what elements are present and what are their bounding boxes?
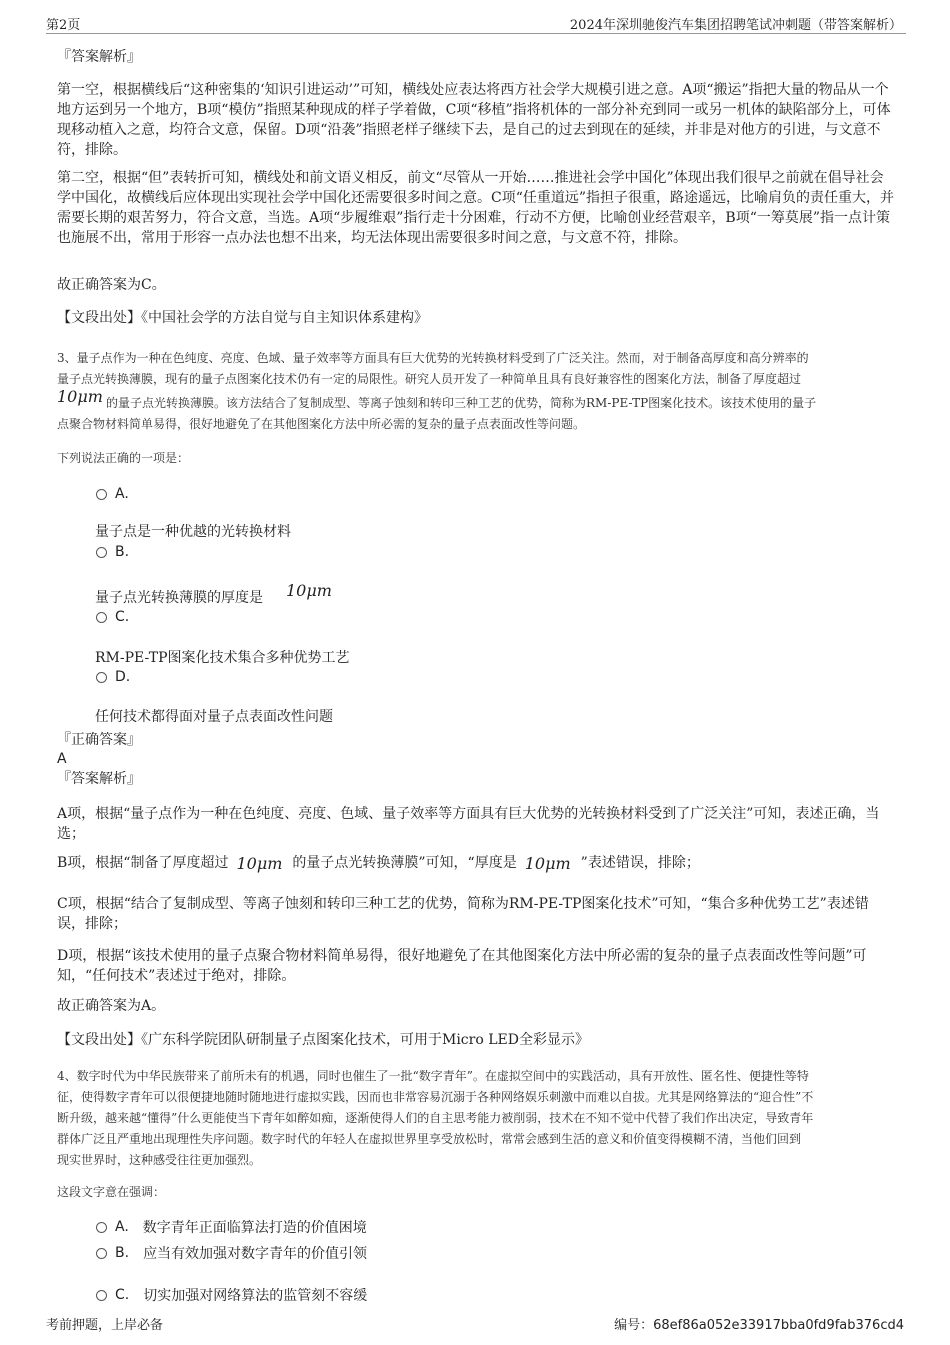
radio-icon[interactable] [96,1248,107,1259]
q3-option-d-text: 任何技术都得面对量子点表面改性问题 [95,709,333,725]
footer-code-label: 编号： [614,1318,654,1333]
q4-option-a[interactable] [96,1217,367,1237]
footer-code [614,1314,904,1333]
q3-option-b[interactable] [96,544,129,560]
option-text: 应当有效加强对数字青年的价值引领 [143,1246,368,1262]
option-letter: B. [115,544,130,560]
q3-answer-label: 『正确答案』 [57,732,141,748]
q3-conclusion: 故正确答案为A。 [57,998,166,1014]
option-text: 数字青年正面临算法打造的价值困境 [142,1220,367,1236]
q3-option-c-text: RM-PE-TP图案化技术集合多种优势工艺 [95,650,350,666]
q3-stem-line2: 量子点光转换薄膜，现有的量子点图案化技术仍有一定的局限性。研究人员开发了一种简单且具有良好兼容性的图案化方法，制备了厚度超过 [57,372,802,386]
q2-analysis-para2: 第二空，根据“但”表转折可知，横线处和前文语义相反，前文“尽管从一开始……推进社会学中国化”体现出我们很早之前就在倡导社会学中国化，故横线后应体现出实现社会学中国化还需要很多时间之意。C项“任重道远”指担子很重，路途遥远，比喻肩负的责任重大，并需要长期的艰苦努力，符合文意，当选。A项“步履维艰”指行走十分困难，行动不方便，比喻创业经营艰辛，B项“一筹莫展”指一点计策也施展不出，常用于形容一点办法也想不出来，均无法体现出需要很多时间之意，与文意不符，排除。 [57,170,895,246]
q3-option-d[interactable] [96,669,130,685]
radio-icon[interactable] [96,612,107,623]
q3-math-10um: 10μm [57,387,103,406]
q3-option-a-text: 量子点是一种优越的光转换材料 [95,524,291,540]
q4-stem-line1: 4、数字时代为中华民族带来了前所未有的机遇，同时也催生了一批“数字青年”。在虚拟空间中的实践活动，具有开放性、匿名性、便捷性等特 [57,1069,809,1083]
q2-analysis-para1: 第一空，根据横线后“这种密集的‘知识引进运动’”可知，横线处应表达将西方社会学大规模引进之意。A项“搬运”指把大量的物品从一个地方运到另一个地方，B项“模仿”指照某种现成的样子学着做，C项“移植”指将机体的一部分补充到同一或另一机体的缺陷部分上，可体现移动植入之意，均符合文意，保留。D项“沿袭”指照老样子继续下去，是自己的过去到现在的延续，并非是对他方的引进，与文意不符，排除。 [57,82,891,158]
q3-question: 下列说法正确的一项是： [57,451,190,465]
radio-icon[interactable] [96,672,107,683]
radio-icon[interactable] [96,1222,107,1233]
q4-stem-line2: 征，使得数字青年可以很便捷地随时随地进行虚拟实践，因而也非常容易沉溺于各种网络娱乐刺激中而难以自拔。尤其是网络算法的“迎合性”不 [57,1090,814,1104]
q3-option-b-text: 量子点光转换薄膜的厚度是 [95,590,263,606]
option-letter: C. [115,1287,130,1303]
q3-analysis-label: 『答案解析』 [57,771,141,787]
footer-slogan: 考前押题，上岸必备 [46,1318,164,1333]
q2-analysis-label: 『答案解析』 [57,49,141,65]
option-letter: D. [115,669,131,685]
option-letter: A. [115,486,129,502]
document-title: 2024年深圳驰俊汽车集团招聘笔试冲刺题（带答案解析） [569,18,902,33]
radio-icon[interactable] [96,489,107,500]
q3-stem-line3: 的量子点光转换薄膜。该方法结合了复制成型、等离子蚀刻和转印三种工艺的优势，简称为RM-PE-TP图案化技术。该技术使用的量子 [106,396,817,410]
q3-option-a[interactable] [96,486,129,502]
option-letter: A. [115,1219,129,1235]
q3-analysis-b-part3: ”表述错误，排除； [580,855,700,871]
q3-stem-line1: 3、量子点作为一种在色纯度、亮度、色域、量子效率等方面具有巨大优势的光转换材料受到了广泛关注。然而，对于制备高厚度和高分辨率的 [57,351,809,365]
q3-analysis-b-math2: 10μm [524,853,571,873]
page-number: 第2页 [46,18,81,33]
header-divider [46,33,906,34]
footer-code-value: 68ef86a052e33917bba0fd9fab376cd4 [653,1318,904,1333]
q3-analysis-d: D项，根据“该技术使用的量子点聚合物材料简单易得，很好地避免了在其他图案化方法中所必需的复杂的量子点表面改性等问题”可知，“任何技术”表述过于绝对，排除。 [57,948,867,984]
q4-stem-line5: 现实世界时，这种感受往往更加强烈。 [57,1153,262,1167]
q3-analysis-b [57,853,700,873]
q3-option-c[interactable] [96,609,129,625]
radio-icon[interactable] [96,547,107,558]
q3-analysis-a: A项，根据“量子点作为一种在色纯度、亮度、色域、量子效率等方面具有巨大优势的光转换材料受到了广泛关注”可知，表述正确，当选； [57,806,880,842]
q4-question: 这段文字意在强调： [57,1185,166,1199]
q3-analysis-b-part1: B项，根据“制备了厚度超过 [57,855,229,871]
page-header [0,0,950,34]
q4-option-c[interactable] [96,1285,367,1305]
q3-source: 【文段出处】《广东科学院团队研制量子点图案化技术，可用于Micro LED全彩显示》 [57,1032,589,1048]
option-letter: B. [115,1245,130,1261]
q4-stem-line3: 断升级，越来越“懂得”什么更能使当下青年如醉如痴，逐渐使得人们的自主思考能力被削弱，技术在不知不觉中代替了我们作出决定，导致青年 [57,1111,814,1125]
q3-stem-line4: 点聚合物材料简单易得，很好地避免了在其他图案化方法中所必需的复杂的量子点表面改性等问题。 [57,417,586,431]
q4-stem-line4: 群体广泛且严重地出现理性失序问题。数字时代的年轻人在虚拟世界里享受放松时，常常会感到生活的意义和价值变得模糊不清，当他们回到 [57,1132,802,1146]
radio-icon[interactable] [96,1290,107,1301]
q3-analysis-b-math1: 10μm [236,853,283,873]
q3-analysis-b-part2: 的量子点光转换薄膜”可知，“厚度是 [292,855,517,871]
q2-source: 【文段出处】《中国社会学的方法自觉与自主知识体系建构》 [57,310,428,326]
option-text: 切实加强对网络算法的监管刻不容缓 [143,1288,368,1304]
q4-option-b[interactable] [96,1243,367,1263]
q3-option-b-math: 10μm [286,581,332,600]
option-letter: C. [115,609,130,625]
q3-answer: A [57,751,67,767]
q3-analysis-c: C项，根据“结合了复制成型、等离子蚀刻和转印三种工艺的优势，简称为RM-PE-TP图案化技术”可知，“集合多种优势工艺”表述错误，排除； [57,896,869,932]
q2-conclusion: 故正确答案为C。 [57,277,166,293]
